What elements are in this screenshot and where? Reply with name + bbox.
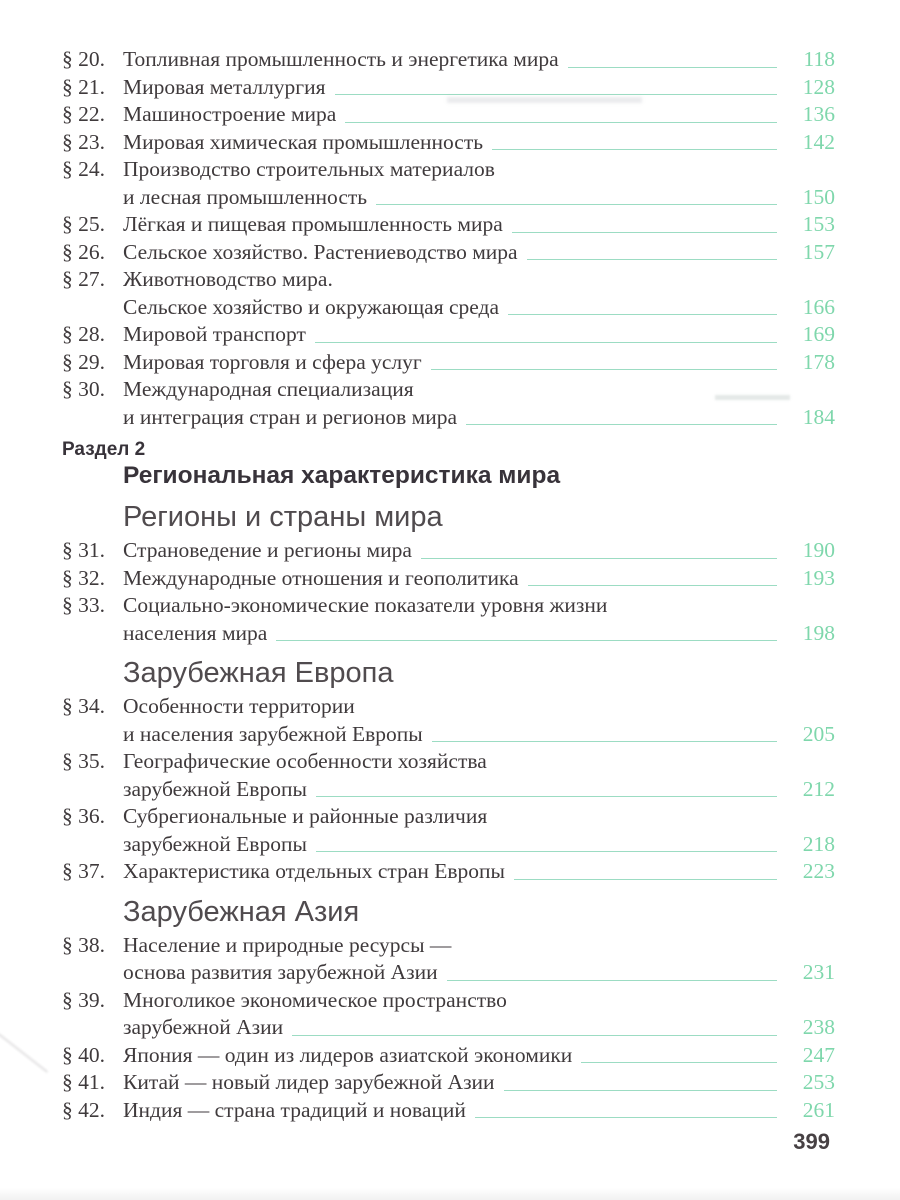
toc-entry-line: [62, 349, 835, 377]
section-part-label: Раздел 2: [62, 439, 146, 460]
toc-entry-page-number: 128: [802, 74, 835, 99]
toc-leader-line: [421, 558, 777, 559]
page-number-folio: 399: [793, 1129, 830, 1154]
section-part-title: Региональная характеристика мира: [123, 462, 561, 489]
toc-entry-title: Лёгкая и пищевая промышленность мира: [123, 212, 503, 236]
toc-entry-page-number: 136: [802, 102, 835, 126]
toc-entry-title: Машиностроение мира: [123, 102, 337, 126]
toc-entry-title: населения мира: [123, 620, 268, 645]
toc-entry-page-number: 231: [802, 960, 835, 984]
toc-entry-title: Характеристика отдельных стран Европы: [123, 859, 505, 883]
toc-entry-line: [62, 721, 835, 749]
toc-entry-title: Япония — один из лидеров азиатской экономики: [123, 1042, 573, 1067]
toc-entry-line: [62, 1042, 835, 1070]
toc-entry-paragraph-label: § 27.: [62, 267, 105, 291]
toc-entry-line: [62, 693, 835, 721]
toc-entry-line: [62, 101, 835, 129]
toc-entry-paragraph-label: § 22.: [62, 102, 105, 126]
toc-entry-line: [62, 46, 835, 74]
toc-entry-paragraph-label: § 30.: [62, 377, 105, 401]
toc-entry-paragraph-label: § 38.: [62, 932, 105, 957]
toc-leader-line: [568, 67, 777, 68]
toc-entry-line: [62, 537, 835, 565]
toc-entry-paragraph-label: § 34.: [62, 694, 105, 718]
toc-entry-title: и населения зарубежной Европы: [123, 721, 423, 746]
toc-entry-page-number: 193: [802, 565, 835, 590]
toc-entry-paragraph-label: § 41.: [62, 1070, 105, 1094]
toc-entry-line: [62, 1014, 835, 1042]
toc-entry-line: [62, 803, 835, 831]
toc-entry-line: [62, 239, 835, 267]
toc-entry-line: [62, 266, 835, 294]
toc-entry-title: Топливная промышленность и энергетика мира: [123, 47, 559, 71]
toc-entry-title: Географические особенности хозяйства: [123, 749, 487, 773]
toc-leader-line: [292, 1035, 777, 1036]
toc-entry-page-number: 184: [802, 404, 835, 429]
toc-leader-line: [475, 1117, 777, 1118]
toc-leader-line: [316, 851, 777, 852]
toc-entry-paragraph-label: § 40.: [62, 1042, 105, 1067]
toc-entry-title: Производство строительных материалов: [123, 157, 495, 181]
toc-entry-page-number: 253: [802, 1070, 835, 1094]
toc-entry-line: [62, 987, 835, 1015]
toc-entry-line: [62, 831, 835, 859]
toc-entry-page-number: 247: [802, 1042, 835, 1067]
toc-leader-line: [504, 1090, 777, 1091]
toc-entry-title: зарубежной Европы: [123, 776, 307, 801]
toc-leader-line: [315, 342, 777, 343]
toc-entry-paragraph-label: § 21.: [62, 74, 105, 99]
toc-entry-line: [62, 156, 835, 184]
toc-entry-page-number: 190: [802, 538, 835, 562]
toc-entry-line: [62, 376, 835, 404]
toc-entry-line: [62, 129, 835, 157]
toc-entry-line: [62, 74, 835, 102]
toc-entry-title: Международные отношения и геополитика: [123, 565, 519, 590]
toc-entry-line: [62, 565, 835, 593]
toc-entry-page-number: 205: [802, 721, 835, 746]
toc-entry-title: Мировая металлургия: [123, 74, 326, 99]
toc-entry-line: [62, 1097, 835, 1125]
toc-leader-line: [276, 640, 777, 641]
section-subheading: Зарубежная Европа: [123, 657, 394, 689]
toc-entry-paragraph-label: § 42.: [62, 1097, 105, 1122]
toc-entry-title: Субрегиональные и районные различия: [123, 804, 488, 828]
toc-leader-line: [514, 879, 777, 880]
toc-entry-line: [62, 321, 835, 349]
toc-entry-paragraph-label: § 20.: [62, 47, 105, 71]
toc-leader-line: [527, 259, 777, 260]
section-subheading: Зарубежная Азия: [123, 895, 360, 928]
toc-entry-title: Мировой транспорт: [123, 322, 306, 346]
toc-leader-line: [376, 204, 777, 205]
toc-leader-line: [335, 94, 777, 95]
toc-entry-page-number: 166: [802, 294, 835, 319]
toc-leader-line: [432, 741, 777, 742]
toc-entry-title: Население и природные ресурсы —: [123, 932, 452, 957]
toc-entry-paragraph-label: § 26.: [62, 239, 105, 264]
toc-entry-line: [62, 211, 835, 239]
scan-edge-shadow: [0, 1188, 900, 1200]
toc-entry-paragraph-label: § 36.: [62, 804, 105, 828]
toc-entry-title: Международная специализация: [123, 377, 414, 401]
toc-leader-line: [466, 424, 777, 425]
toc-entry-title: Особенности территории: [123, 694, 355, 718]
toc-entry-line: [62, 620, 835, 648]
toc-leader-line: [431, 369, 777, 370]
toc-entry-paragraph-label: § 35.: [62, 749, 105, 773]
table-of-contents: [62, 46, 835, 1124]
toc-entry-title: зарубежной Европы: [123, 831, 307, 856]
toc-entry-title: Многоликое экономическое пространство: [123, 987, 507, 1012]
toc-entry-title: Сельское хозяйство. Растениеводство мира: [123, 239, 518, 264]
toc-entry-paragraph-label: § 37.: [62, 859, 105, 883]
toc-entry-page-number: 238: [802, 1015, 835, 1039]
toc-entry-page-number: 142: [802, 129, 835, 154]
toc-entry-title: Индия — страна традиций и новаций: [123, 1097, 466, 1122]
toc-entry-title: зарубежной Азии: [123, 1015, 284, 1039]
toc-leader-line: [492, 149, 777, 150]
toc-entry-page-number: 178: [802, 349, 835, 374]
toc-entry-title: Сельское хозяйство и окружающая среда: [123, 294, 500, 319]
toc-entry-line: [62, 592, 835, 620]
toc-entry-paragraph-label: § 33.: [62, 593, 105, 617]
toc-entry-title: и лесная промышленность: [123, 184, 368, 209]
toc-leader-line: [508, 314, 777, 315]
toc-entry-page-number: 157: [802, 239, 835, 264]
toc-entry-paragraph-label: § 28.: [62, 322, 105, 346]
toc-entry-page-number: 153: [802, 212, 835, 236]
toc-entry-line: [62, 748, 835, 776]
toc-entry-page-number: 150: [802, 184, 835, 209]
scan-crease-artifact: [0, 1033, 48, 1073]
toc-entry-line: [62, 776, 835, 804]
toc-entry-paragraph-label: § 31.: [62, 538, 105, 562]
toc-entry-page-number: 261: [802, 1097, 835, 1122]
toc-entry-line: [62, 932, 835, 960]
toc-entry-line: [62, 404, 835, 432]
toc-entry-line: [62, 184, 835, 212]
toc-entry-title: основа развития зарубежной Азии: [123, 960, 438, 984]
toc-entry-paragraph-label: § 25.: [62, 212, 105, 236]
toc-leader-line: [345, 122, 777, 123]
toc-entry-paragraph-label: § 39.: [62, 987, 105, 1012]
toc-entry-title: Социально-экономические показатели уровня жизни: [123, 593, 608, 617]
toc-entry-line: [62, 294, 835, 322]
toc-entry-paragraph-label: § 24.: [62, 157, 105, 181]
toc-entry-paragraph-label: § 32.: [62, 565, 105, 590]
toc-leader-line: [581, 1062, 777, 1063]
toc-entry-line: [62, 959, 835, 987]
toc-entry-title: Мировая химическая промышленность: [123, 129, 484, 154]
toc-entry-line: [62, 1069, 835, 1097]
toc-entry-title: Животноводство мира.: [123, 267, 333, 291]
toc-entry-title: и интеграция стран и регионов мира: [123, 404, 458, 429]
toc-entry-page-number: 223: [802, 859, 835, 883]
toc-entry-page-number: 212: [802, 776, 835, 801]
toc-entry-title: Китай — новый лидер зарубежной Азии: [123, 1070, 495, 1094]
toc-entry-page-number: 118: [803, 47, 835, 71]
section-subheading: Регионы и страны мира: [123, 501, 443, 533]
toc-entry-paragraph-label: § 29.: [62, 349, 105, 374]
toc-leader-line: [316, 796, 777, 797]
toc-entry-page-number: 198: [802, 620, 835, 645]
toc-leader-line: [512, 232, 777, 233]
toc-leader-line: [528, 585, 777, 586]
toc-entry-paragraph-label: § 23.: [62, 129, 105, 154]
toc-entry-title: Страноведение и регионы мира: [123, 538, 412, 562]
toc-leader-line: [447, 980, 777, 981]
toc-entry-page-number: 218: [802, 831, 835, 856]
toc-entry-title: Мировая торговля и сфера услуг: [123, 349, 422, 374]
toc-entry-line: [62, 858, 835, 886]
toc-entry-page-number: 169: [802, 322, 835, 346]
